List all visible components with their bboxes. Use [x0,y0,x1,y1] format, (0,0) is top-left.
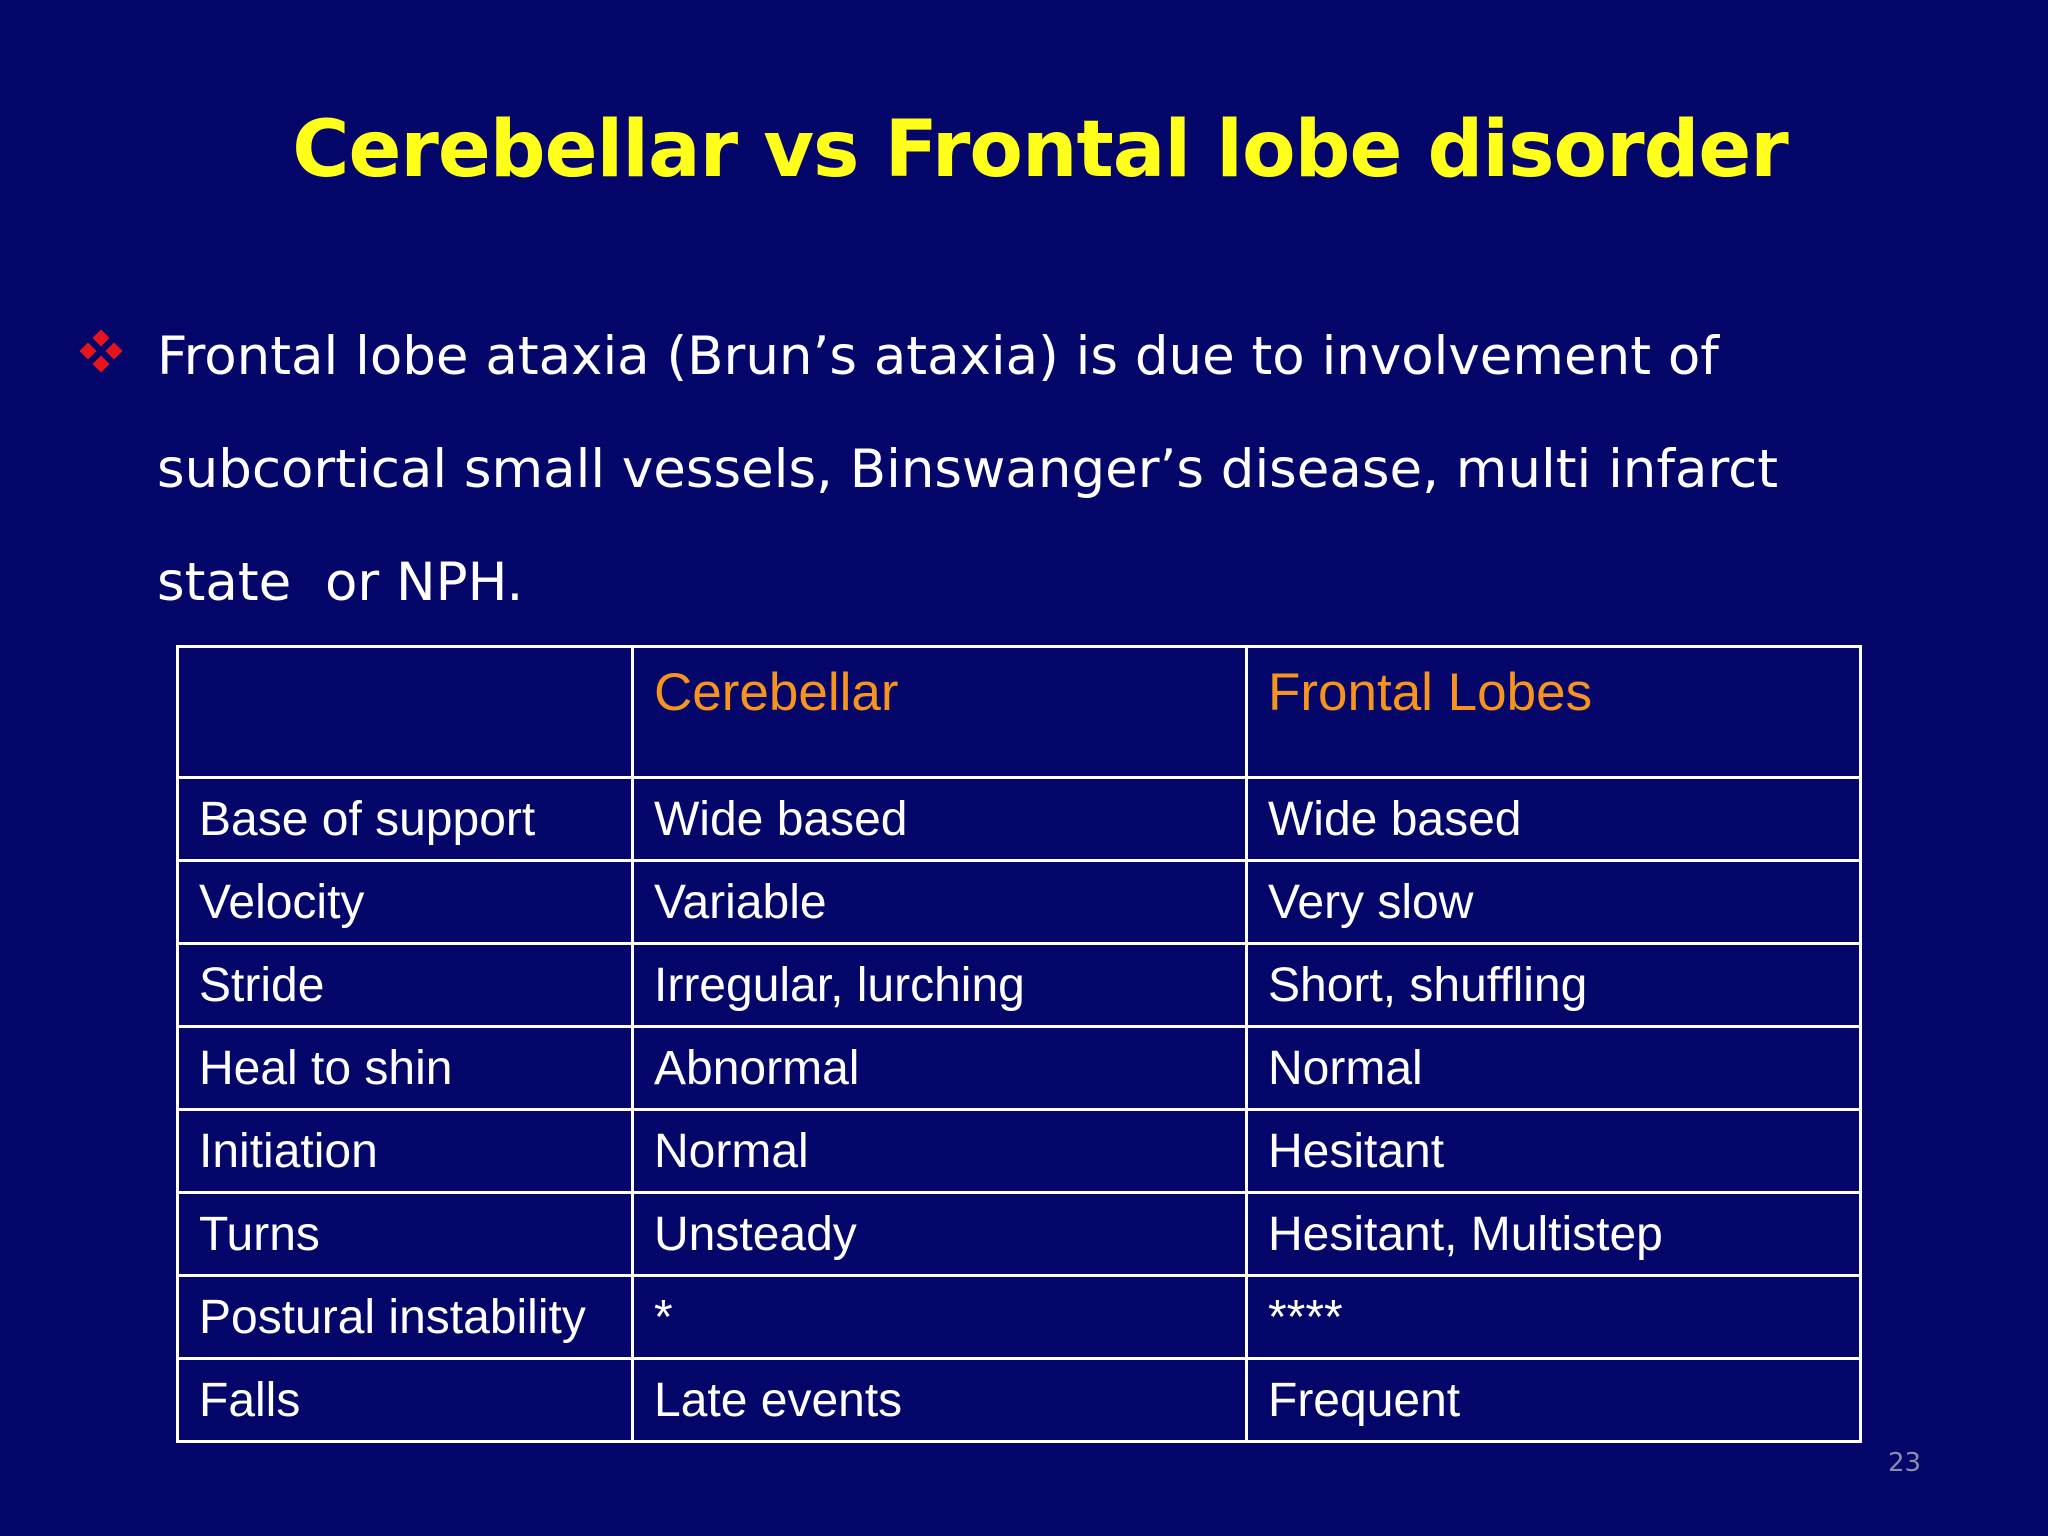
cerebellar-cell: Late events [633,1359,1247,1442]
cerebellar-cell: Wide based [633,778,1247,861]
bullet-line: Frontal lobe ataxia (Brun’s ataxia) is due to involvement of [157,326,1719,387]
frontal-lobes-cell: Hesitant [1247,1110,1861,1193]
row-label-cell: Postural instability [178,1276,633,1359]
bullet-line: state or NPH. [157,552,524,613]
table-row [178,861,1861,944]
bullet-line: subcortical small vessels, Binswanger’s disease, multi infarct [157,439,1779,500]
frontal-lobes-cell: Hesitant, Multistep [1247,1193,1861,1276]
row-label-cell: Initiation [178,1110,633,1193]
table-header-row [178,647,1861,778]
slide-title: Cerebellar vs Frontal lobe disorder [292,105,1788,195]
row-label-cell: Turns [178,1193,633,1276]
slide-number: 23 [1888,1448,1922,1478]
table-row [178,1276,1861,1359]
cerebellar-cell: Abnormal [633,1027,1247,1110]
frontal-lobes-cell: Very slow [1247,861,1861,944]
row-label-cell: Base of support [178,778,633,861]
table-row [178,1027,1861,1110]
frontal-lobes-cell: Short, shuffling [1247,944,1861,1027]
diamond-bullet-icon [78,330,124,376]
header-cell-frontal-lobes: Frontal Lobes [1247,647,1861,778]
frontal-lobes-cell: **** [1247,1276,1861,1359]
header-cell-empty [178,647,633,778]
frontal-lobes-cell: Wide based [1247,778,1861,861]
table-row [178,944,1861,1027]
cerebellar-cell: Unsteady [633,1193,1247,1276]
cerebellar-cell: * [633,1276,1247,1359]
cerebellar-cell: Irregular, lurching [633,944,1247,1027]
row-label-cell: Heal to shin [178,1027,633,1110]
cerebellar-cell: Variable [633,861,1247,944]
table-row [178,1193,1861,1276]
frontal-lobes-cell: Frequent [1247,1359,1861,1442]
table-row [178,778,1861,861]
row-label-cell: Velocity [178,861,633,944]
bullet-paragraph [157,300,1779,639]
row-label-cell: Falls [178,1359,633,1442]
table-row [178,1110,1861,1193]
cerebellar-cell: Normal [633,1110,1247,1193]
comparison-table [176,645,1862,1443]
row-label-cell: Stride [178,944,633,1027]
table-row [178,1359,1861,1442]
frontal-lobes-cell: Normal [1247,1027,1861,1110]
header-cell-cerebellar: Cerebellar [633,647,1247,778]
